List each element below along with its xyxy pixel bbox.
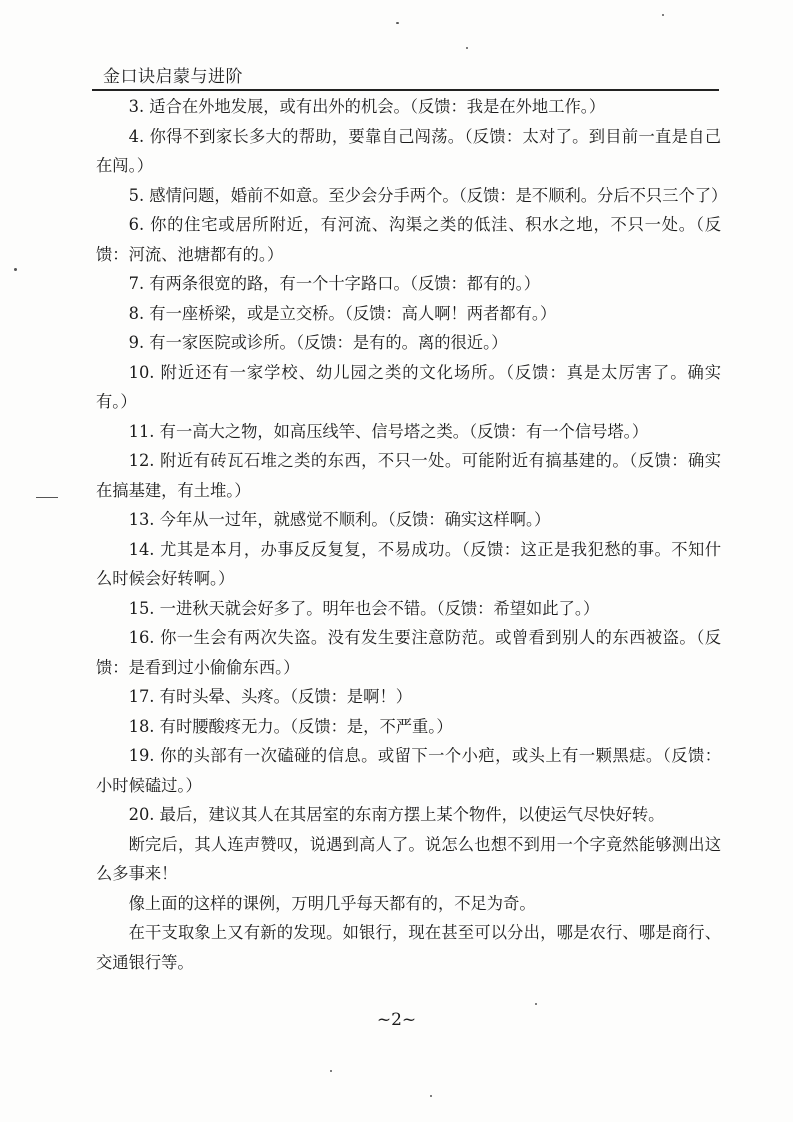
scan-speck <box>430 1095 432 1097</box>
paragraph: 13. 今年从一过年，就感觉不顺利。（反馈：确实这样啊。） <box>128 510 551 529</box>
paragraph: 8. 有一座桥梁，或是立交桥。（反馈：高人啊！两者都有。） <box>128 303 557 323</box>
page-number: ~2~ <box>376 1010 417 1030</box>
paragraph: 18. 有时腰酸疼无力。（反馈：是，不严重。） <box>128 716 453 736</box>
paragraph: 16. 你一生会有两次失盗。没有发生要注意防范。或曾看到别人的东西被盗。（反馈：是看到过小偷偷东西。） <box>96 628 721 677</box>
scan-speck <box>466 47 468 49</box>
paragraph: 12. 附近有砖瓦石堆之类的东西，不只一处。可能附近有搞基建的。（反馈：确实在搞基建，有土堆。） <box>96 451 721 500</box>
scan-speck <box>662 14 664 16</box>
paragraph: 19. 你的头部有一次磕碰的信息。或留下一个小疤，或头上有一颗黑痣。（反馈：小时候磕过。） <box>96 746 721 795</box>
paragraph: 20. 最后，建议其人在其居室的东南方摆上某个物件，以使运气尽快好转。 <box>128 805 665 824</box>
paragraph: 在干支取象上又有新的发现。如银行，现在甚至可以分出，哪是农行、哪是商行、交通银行等。 <box>96 923 721 972</box>
paragraph: 7. 有两条很宽的路，有一个十字路口。（反馈：都有的。） <box>128 274 541 293</box>
paragraph: 11. 有一高大之物，如高压线竿、信号塔之类。（反馈：有一个信号塔。） <box>128 421 649 441</box>
paragraph: 5. 感情问题，婚前不如意。至少会分手两个。（反馈：是不顺利。分后不只三个了） <box>128 185 728 205</box>
scan-speck <box>396 22 399 24</box>
scan-speck <box>535 1003 537 1005</box>
paragraph: 9. 有一家医院或诊所。（反馈：是有的。离的很近。） <box>128 333 508 352</box>
paragraph: 10. 附近还有一家学校、幼儿园之类的文化场所。（反馈：真是太厉害了。确实有。） <box>96 362 721 411</box>
paragraph: 14. 尤其是本月，办事反反复复，不易成功。（反馈：这正是我犯愁的事。不知什么时候会好转啊。） <box>96 539 721 588</box>
paragraph: 15. 一进秋天就会好多了。明年也会不错。（反馈：希望如此了。） <box>128 598 600 618</box>
paragraph: 4. 你得不到家长多大的帮助，要靠自己闯荡。（反馈：太对了。到目前一直是自己在闯。） <box>96 126 721 175</box>
paragraph: 断完后，其人连声赞叹，说遇到高人了。说怎么也想不到用一个字竟然能够测出这么多事来！ <box>96 834 721 883</box>
body-text <box>96 92 728 977</box>
paragraph: 6. 你的住宅或居所附近，有河流、沟渠之类的低洼、积水之地，不只一处。（反馈：河流、池塘都有的。） <box>96 215 721 264</box>
paragraph: 17. 有时头晕、头疼。（反馈：是啊！） <box>128 687 413 706</box>
running-header: 金口诀启蒙与进阶 <box>103 67 243 87</box>
paragraph: 像上面的这样的课例，万明几乎每天都有的，不足为奇。 <box>128 893 536 913</box>
paragraph: 3. 适合在外地发展，或有出外的机会。（反馈：我是在外地工作。） <box>128 97 606 116</box>
scan-speck <box>36 497 58 498</box>
header-divider <box>92 89 719 91</box>
scan-speck <box>330 1070 332 1072</box>
scan-speck <box>14 268 17 271</box>
